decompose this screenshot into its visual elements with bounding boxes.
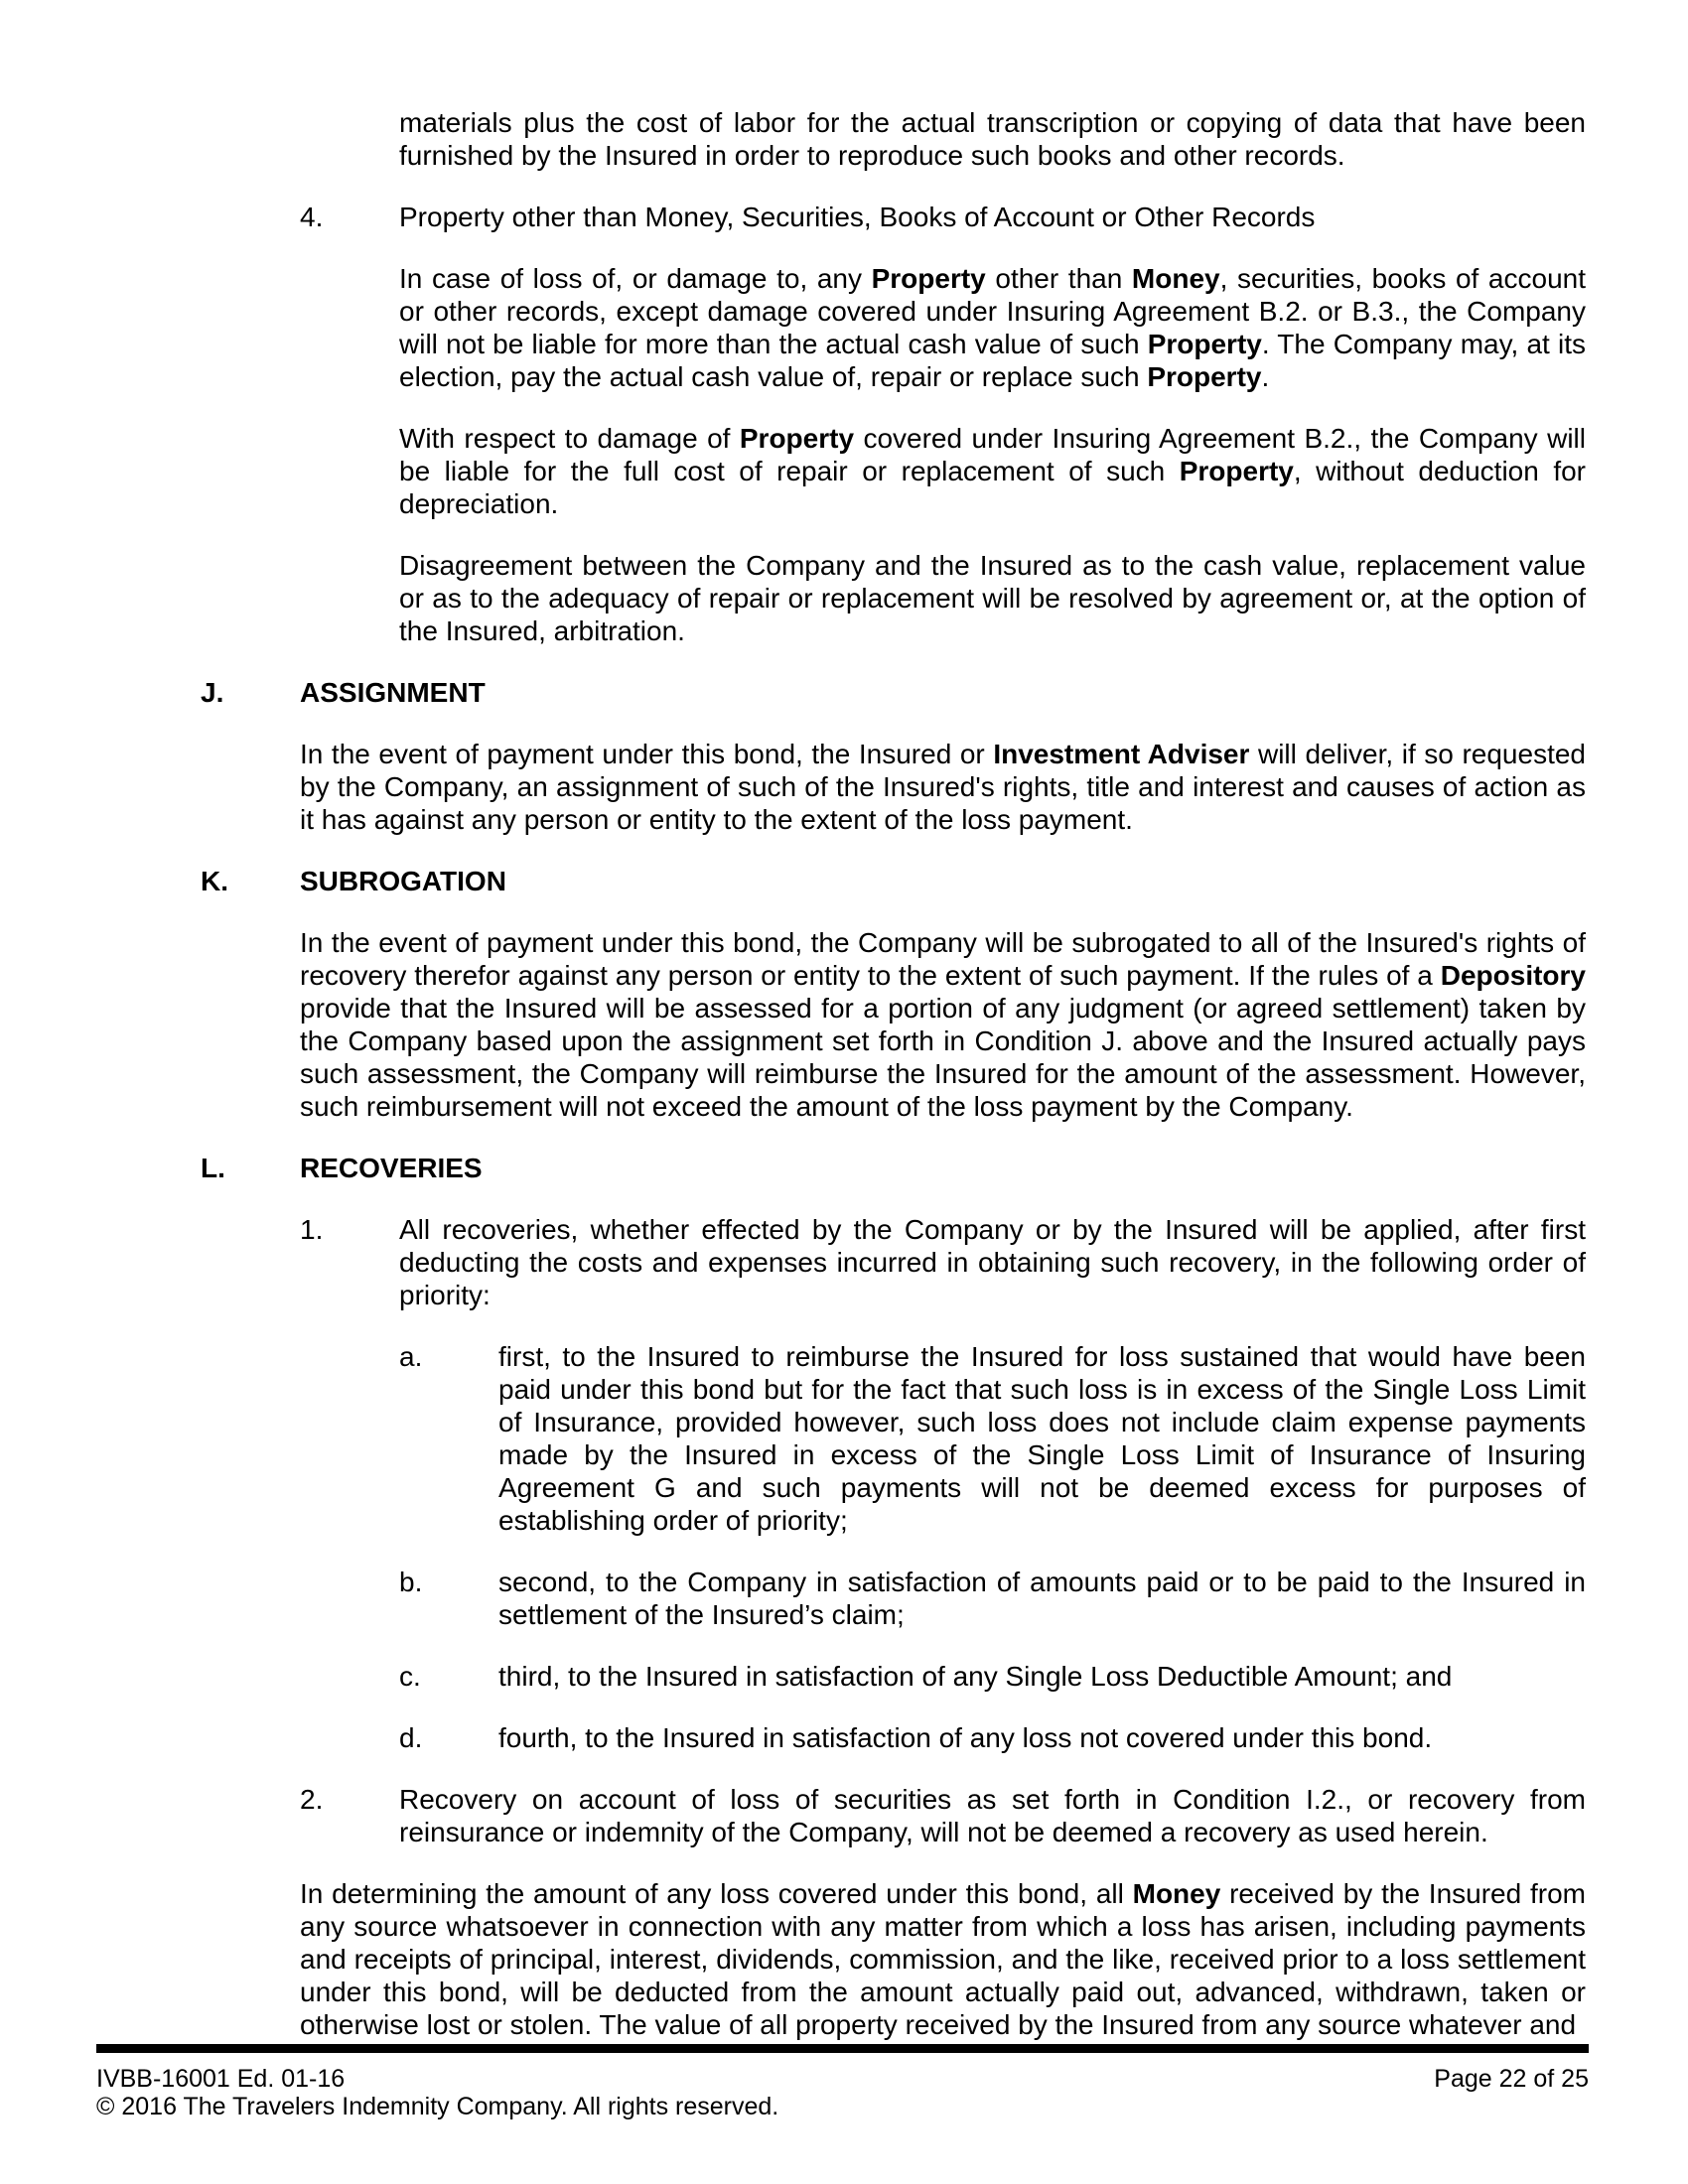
document-block (201, 865, 1586, 897)
block-text: All recoveries, whether effected by the Company or by the Insured will be applied, after first deducting the costs and expenses incurred in obtaining such recovery, in the following order of priority: (399, 1214, 1586, 1310)
block-marker: c. (399, 1661, 421, 1692)
block-text: Recovery on account of loss of securities as set forth in Condition I.2., or recovery from reinsurance or indemnity of the Company, will not be deemed a recovery as used herein. (399, 1784, 1586, 1847)
footer-row (96, 2065, 1589, 2093)
block-text: second, to the Company in satisfaction of amounts paid or to be paid to the Insured in settlement of the Insured’s claim; (498, 1567, 1586, 1630)
block-marker: 2. (300, 1784, 324, 1815)
block-text: In the event of payment under this bond, the Company will be subrogated to all of the Insured's rights of recovery therefor against any person or entity to the extent of such payment. If the rules of a Depository provide that the Insured will be assessed for a portion of any judgment (or agreed settlement) taken by the Company based upon the assignment set forth in Condition J. above and the Insured actually pays such assessment, the Company will reimburse the Insured for the amount of the assessment. However, such reimbursement will not exceed the amount of the loss payment by the Company. (300, 927, 1586, 1122)
document-block (399, 106, 1586, 172)
document-block (201, 1152, 1586, 1184)
document-block (300, 201, 1586, 233)
block-marker: 1. (300, 1214, 324, 1245)
document-block (399, 262, 1586, 393)
block-text: third, to the Insured in satisfaction of any Single Loss Deductible Amount; and (498, 1661, 1453, 1692)
footer-divider (96, 2044, 1589, 2053)
document-block (399, 549, 1586, 647)
block-text: In the event of payment under this bond, the Insured or Investment Adviser will deliver, if so requested by the Company, an assignment of such of the Insured's rights, title and interest and causes of action as it has against any person or entity to the extent of the loss payment. (300, 739, 1586, 835)
document-blocks (0, 106, 1688, 2070)
document-block (300, 1877, 1586, 2041)
block-marker: a. (399, 1341, 423, 1372)
block-text: ASSIGNMENT (300, 677, 486, 708)
document-block (399, 1721, 1586, 1754)
document-block (300, 1213, 1586, 1311)
block-text: RECOVERIES (300, 1153, 483, 1183)
document-block (399, 1660, 1586, 1693)
page-footer (96, 2044, 1589, 2120)
document-block (300, 926, 1586, 1123)
document-block (300, 1783, 1586, 1848)
block-marker: J. (201, 677, 224, 708)
block-text: SUBROGATION (300, 866, 506, 896)
document-block (399, 1340, 1586, 1537)
block-text: materials plus the cost of labor for the actual transcription or copying of data that have been furnished by the Insured in order to reproduce such books and other records. (399, 107, 1586, 171)
document-block (399, 422, 1586, 520)
document-block (201, 676, 1586, 709)
block-text: In case of loss of, or damage to, any Property other than Money, securities, books of account or other records, except damage covered under Insuring Agreement B.2. or B.3., the Company will not be liable for more than the actual cash value of such Property. The Company may, at its election, pay the actual cash value of, repair or replace such Property. (399, 263, 1587, 392)
copyright: © 2016 The Travelers Indemnity Company. All rights reserved. (96, 2093, 779, 2120)
document-block (300, 738, 1586, 836)
block-marker: L. (201, 1153, 225, 1183)
document-block (399, 1566, 1586, 1631)
block-text: fourth, to the Insured in satisfaction of any loss not covered under this bond. (498, 1722, 1433, 1753)
block-text: Property other than Money, Securities, Books of Account or Other Records (399, 202, 1316, 232)
block-text: first, to the Insured to reimburse the Insured for loss sustained that would have been paid under this bond but for the fact that such loss is in excess of the Single Loss Limit of Insurance, provided however, such loss does not include claim expense payments made by the Insured in excess of the Single Loss Limit of Insurance of Insuring Agreement G and such payments will not be deemed excess for purposes of establishing order of priority; (498, 1341, 1586, 1536)
block-text: In determining the amount of any loss covered under this bond, all Money received by the Insured from any source whatsoever in connection with any matter from which a loss has arisen, including payments and receipts of principal, interest, dividends, commission, and the like, received prior to a loss settlement under this bond, will be deducted from the amount actually paid out, advanced, withdrawn, taken or otherwise lost or stolen. The value of all property received by the Insured from any source whatever and (300, 1878, 1586, 2040)
block-text: Disagreement between the Company and the Insured as to the cash value, replacement value or as to the adequacy of repair or replacement will be resolved by agreement or, at the option of the Insured, arbitration. (399, 550, 1586, 646)
block-marker: 4. (300, 202, 324, 232)
page-indicator: Page 22 of 25 (1434, 2065, 1589, 2093)
form-number: IVBB-16001 Ed. 01-16 (96, 2065, 346, 2093)
block-marker: d. (399, 1722, 423, 1753)
block-text: With respect to damage of Property covered under Insuring Agreement B.2., the Company will be liable for the full cost of repair or replacement of such Property, without deduction for depreciation. (399, 423, 1586, 519)
block-marker: K. (201, 866, 228, 896)
block-marker: b. (399, 1567, 423, 1597)
